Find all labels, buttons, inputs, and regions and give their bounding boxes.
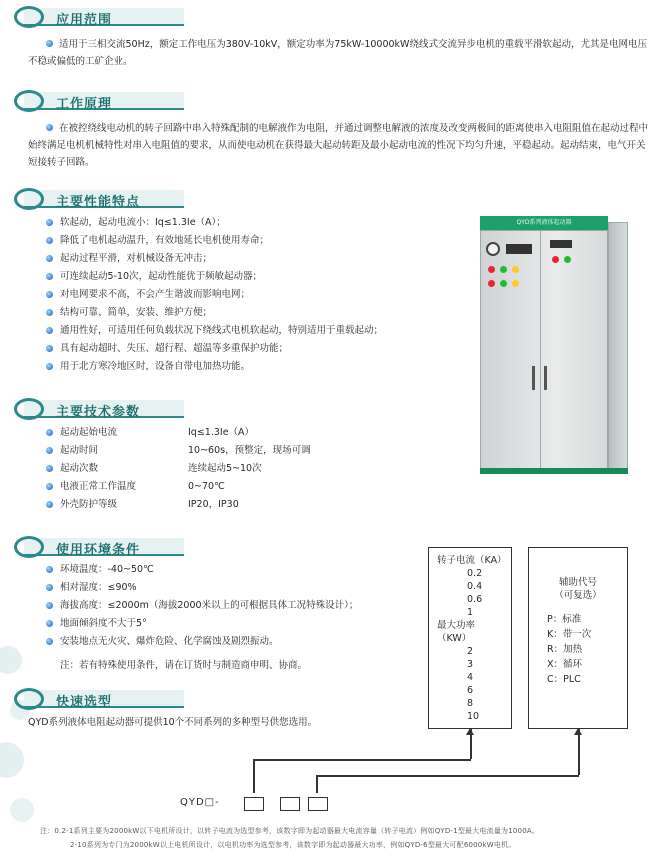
params-table bbox=[46, 424, 446, 514]
gauge-icon bbox=[486, 242, 500, 256]
door-handle-icon bbox=[532, 366, 535, 390]
power-value: 6 bbox=[467, 685, 474, 696]
aux-title: 辅助代号 bbox=[558, 577, 597, 588]
cabinet-door-divider bbox=[540, 230, 541, 470]
param-label: 电液正常工作温度 bbox=[60, 481, 137, 492]
header-ring-icon bbox=[14, 90, 44, 112]
selection-text: QYD系列液体电阻起动器可提供10个不同系列的多种型号供您选用。 bbox=[28, 717, 318, 728]
section-title: 主要技术参数 bbox=[56, 405, 141, 420]
power-value: 2 bbox=[467, 646, 474, 657]
current-title: 转子电流（KA） bbox=[437, 555, 507, 566]
cabinet-front bbox=[480, 230, 608, 470]
connector-line bbox=[253, 759, 471, 761]
environment-note: 注：若有特殊使用条件，请在订货时与制造商申明、协商。 bbox=[60, 660, 308, 671]
current-value: 0.4 bbox=[467, 581, 483, 592]
param-label: 起动起始电流 bbox=[60, 427, 118, 438]
aux-item: C：PLC bbox=[547, 674, 581, 685]
aux-item: X：循环 bbox=[547, 659, 583, 670]
features-list bbox=[46, 214, 476, 376]
section-header-features bbox=[14, 188, 654, 210]
cabinet-label: QYD系列液体起动器 bbox=[480, 216, 608, 230]
list-item: 结构可靠、简单，安装、维护方便； bbox=[46, 304, 476, 322]
list-item: 起动过程平滑，对机械设备无冲击； bbox=[46, 250, 476, 268]
environment-list bbox=[46, 561, 426, 651]
model-slot bbox=[308, 797, 328, 811]
list-item: 通用性好，可适用任何负载状况下绕线式电机软起动，特别适用于重载起动； bbox=[46, 322, 476, 340]
section-header-selection bbox=[14, 688, 214, 710]
indicator-light-icon bbox=[500, 280, 507, 287]
header-ring-icon bbox=[14, 6, 44, 28]
display-panel bbox=[550, 240, 572, 248]
section-header-principle bbox=[14, 90, 654, 112]
param-row bbox=[46, 424, 446, 442]
param-row bbox=[46, 442, 446, 460]
footnote: 注：0.2-1系列主要为2000kW以下电机所设计，以转子电流为选型参考，该数字即为起动器最大电流容量（转子电流）例如QYD-1型最大电流量为1000A。 bbox=[40, 827, 540, 835]
aux-subtitle: （可复选） bbox=[554, 590, 602, 601]
list-item: 软起动，起动电流小：Iq≤1.3Ie（A）； bbox=[46, 214, 476, 232]
param-row bbox=[46, 496, 446, 514]
list-item: 降低了电机起动温升，有效地延长电机使用寿命； bbox=[46, 232, 476, 250]
indicator-light-icon bbox=[512, 266, 519, 273]
param-label: 外壳防护等级 bbox=[60, 499, 118, 510]
section-title: 使用环境条件 bbox=[56, 543, 141, 558]
indicator-light-icon bbox=[512, 280, 519, 287]
starter-cabinet-image bbox=[480, 216, 628, 474]
connector-line bbox=[316, 775, 579, 777]
section-header-scope bbox=[14, 6, 654, 28]
param-label: 起动次数 bbox=[60, 463, 99, 474]
list-item: 环境温度：-40~50℃ bbox=[46, 561, 426, 579]
indicator-light-icon bbox=[500, 266, 507, 273]
footnote: 2-10系列为专门为2000kW以上电机所设计，以电机功率为选型参考，该数字即为起动器最大功率，例如QYD-6型最大可配6000kW电机。 bbox=[70, 841, 516, 849]
current-power-box bbox=[428, 547, 512, 729]
arrow-up-icon bbox=[574, 728, 582, 735]
section-title: 工作原理 bbox=[56, 97, 113, 112]
param-row bbox=[46, 478, 446, 496]
section-title: 应用范围 bbox=[56, 13, 113, 28]
header-ring-icon bbox=[14, 688, 44, 710]
aux-item: R：加热 bbox=[547, 644, 583, 655]
door-handle-icon bbox=[544, 366, 547, 390]
model-code-prefix: QYD□- bbox=[180, 797, 220, 808]
aux-item: P：标准 bbox=[547, 614, 582, 625]
param-value: 10~60s，预整定，现场可调 bbox=[188, 445, 311, 456]
indicator-light-icon bbox=[488, 280, 495, 287]
bullet-icon bbox=[46, 40, 53, 47]
aux-code-box bbox=[528, 547, 628, 729]
list-item: 可连续起动5-10次，起动性能优于频敏起动器； bbox=[46, 268, 476, 286]
arrow-up-icon bbox=[466, 728, 474, 735]
scope-text: 适用于三相交流50Hz，额定工作电压为380V-10kV，额定功率为75kW-10000kW绕线式交流异步电机的重载平滑软起动，尤其是电网电压不稳或偏低的工矿企业。 bbox=[28, 39, 647, 67]
cabinet-base bbox=[480, 468, 628, 474]
param-label: 起动时间 bbox=[60, 445, 99, 456]
power-value: 8 bbox=[467, 698, 474, 709]
model-slot bbox=[280, 797, 300, 811]
principle-text: 在被控绕线电动机的转子回路中串入特殊配制的电解液作为电阻，并通过调整电解液的浓度及改变两极间的距离使串入电阻阻值在起动过程中始终满足电机机械特性对串入电阻值的要求，从而使电动机在获得最大起动转距及最小起动电流的性况下均匀升速，平稳起动。起动结束，电气开关短接转子回路。 bbox=[28, 123, 649, 168]
param-value: 0~70℃ bbox=[188, 481, 225, 492]
section-title: 快速选型 bbox=[56, 695, 113, 710]
current-value: 0.2 bbox=[467, 568, 483, 579]
current-value: 1 bbox=[467, 607, 474, 618]
power-value: 3 bbox=[467, 659, 474, 670]
header-ring-icon bbox=[14, 398, 44, 420]
param-value: 连续起动5~10次 bbox=[188, 463, 262, 474]
display-panel bbox=[506, 244, 532, 254]
list-item: 安装地点无火灾、爆炸危险、化学腐蚀及剧烈振动。 bbox=[46, 633, 426, 651]
param-value: IP20，IP30 bbox=[188, 499, 239, 510]
indicator-light-icon bbox=[552, 256, 559, 263]
cabinet-side bbox=[608, 222, 628, 470]
header-ring-icon bbox=[14, 188, 44, 210]
list-item: 相对湿度：≤90% bbox=[46, 579, 426, 597]
connector-line bbox=[578, 729, 580, 775]
list-item: 用于北方寒冷地区时，设备自带电加热功能。 bbox=[46, 358, 476, 376]
power-title: 最大功率（KW） bbox=[437, 620, 476, 644]
list-item: 对电网要求不高，不会产生谐波而影响电网； bbox=[46, 286, 476, 304]
param-value: Iq≤1.3Ie（A） bbox=[188, 427, 255, 438]
aux-item: K：带一次 bbox=[547, 629, 592, 640]
bullet-icon bbox=[46, 124, 53, 131]
indicator-light-icon bbox=[488, 266, 495, 273]
list-item: 地面倾斜度不大于5° bbox=[46, 615, 426, 633]
power-value: 10 bbox=[467, 711, 480, 722]
param-row bbox=[46, 460, 446, 478]
header-ring-icon bbox=[14, 536, 44, 558]
power-value: 4 bbox=[467, 672, 474, 683]
model-slot bbox=[244, 797, 264, 811]
section-title: 主要性能特点 bbox=[56, 195, 141, 210]
connector-line bbox=[253, 759, 255, 793]
list-item: 具有起动超时、失压、超行程、超温等多重保护功能； bbox=[46, 340, 476, 358]
list-item: 海拔高度：≤2000m（海拔2000米以上的可根据具体工况特殊设计）； bbox=[46, 597, 426, 615]
indicator-light-icon bbox=[564, 256, 571, 263]
current-value: 0.6 bbox=[467, 594, 483, 605]
connector-line bbox=[316, 775, 318, 793]
